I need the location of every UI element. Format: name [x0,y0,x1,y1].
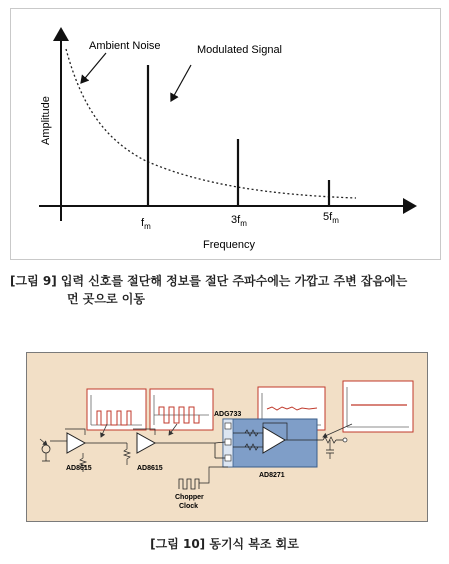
tick-label-3fm: $3f_m$ [231,214,247,228]
tick-label-fm: $f_m$ [141,217,151,231]
signal-arrow [171,65,191,101]
annotation-signal: Modulated Signal [197,44,283,56]
chopper-clock-label-2: Clock [179,503,199,510]
tick-label-5fm: $5f_m$ [323,211,339,225]
y-axis-label: Amplitude [40,96,52,145]
amplifier-1-label: AD8615 [66,465,92,472]
figure10-caption: [그림 10] 동기식 복조 회로 [150,537,299,551]
annotation-noise: Ambient Noise [89,40,161,52]
waveform-panel-1 [87,389,146,430]
x-axis-label: Frequency [203,239,255,251]
figure9-caption [10,272,442,308]
spectrum-figure [10,8,441,260]
chopper-clock [179,467,228,489]
output-filter [317,437,347,459]
waveform-panel-4 [343,381,413,432]
amplifier-2-label: AD8615 [137,465,163,472]
figure9-caption-line2: 먼 곳으로 이동 [67,292,145,306]
chopper-clock-label-1: Chopper [175,494,204,501]
demodulation-circuit-figure [26,352,428,522]
opamp-label: AD8271 [259,472,285,479]
noise-arrow [81,53,106,83]
figure9-caption-line1: [그림 9] 입력 신호를 절단해 정보를 절단 주파수에는 가깝고 주변 잡음에는 [10,274,408,288]
adg733-switch [215,419,233,467]
waveform-panel-2 [150,389,213,430]
circuit-diagram [27,353,427,521]
spectrum-plot [11,9,440,259]
noise-curve [66,49,356,198]
switch-label: ADG733 [214,411,242,418]
